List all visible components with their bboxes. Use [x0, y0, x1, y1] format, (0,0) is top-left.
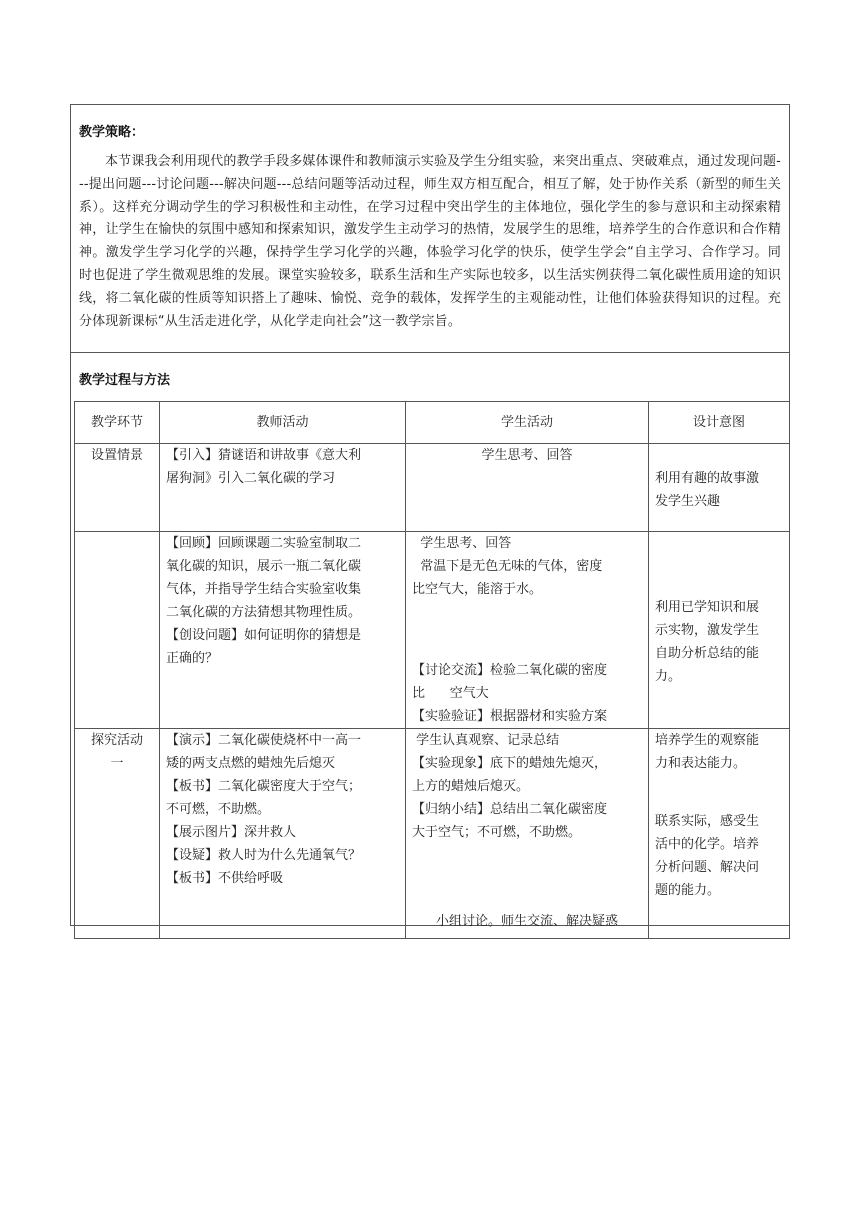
table-row	[75, 729, 790, 939]
strategy-line: 主动学习的热情，发展学生的思维，培养学生的合作意识和合作精神。激发学生学习化学的兴趣，保持学	[79, 222, 781, 261]
teacher-line: 【创设问题】如何证明你的猜想是	[166, 628, 362, 643]
stage-cell: 设置情景	[75, 444, 160, 532]
intent-line: 分析问题、解决问	[655, 860, 760, 875]
student-line: 【讨论交流】检验二氧化碳的密度	[412, 663, 608, 678]
intent-line: 力。	[655, 669, 682, 684]
design-intent-cell	[649, 444, 790, 532]
strategy-line: 过程。充分体现新课标“从生活走进化学，从化学走向社会”这一教学宗旨。	[79, 290, 782, 329]
strategy-heading: 教学策略：	[79, 125, 145, 140]
intent-line: 发学生兴趣	[655, 494, 721, 509]
strategy-line: 本节课我会利用现代的教学手段多媒体课件和教师演示实验及学生分组实验，来突出重点、突破难点，	[105, 154, 698, 169]
student-line: 【实验现象】底下的蜡烛先熄灭，	[412, 756, 608, 771]
student-activity-cell	[406, 532, 649, 729]
teaching-process-table	[74, 401, 790, 939]
header-teacher-activity: 教师活动	[160, 402, 406, 444]
teacher-line: 【回顾】回顾课题二实验室制取二	[166, 536, 362, 551]
process-heading: 教学过程与方法	[79, 373, 171, 388]
header-student-activity: 学生活动	[406, 402, 649, 444]
intent-line: 培养学生的观察能	[655, 733, 760, 748]
teacher-line: 【引入】猜谜语和讲故事《意大利	[166, 448, 362, 463]
student-line: 【实验验证】根据器材和实验方案	[412, 709, 608, 724]
design-intent-cell	[649, 532, 790, 729]
intent-line: 自助分析总结的能	[655, 646, 760, 661]
design-intent-cell	[649, 729, 790, 939]
student-line: 学生思考、回答	[481, 448, 573, 463]
intent-line: 题的能力。	[655, 883, 721, 898]
intent-line: 示实物，激发学生	[655, 623, 760, 638]
student-line: 常温下是无色无味的气体，密度	[412, 559, 603, 574]
teacher-line: 【演示】二氧化碳使烧杯中一高一	[166, 733, 362, 748]
stage-line: 探究活动	[90, 733, 143, 748]
student-activity-cell	[406, 444, 649, 532]
student-line: 学生认真观察、记录总结	[412, 733, 560, 748]
teacher-line: 【展示图片】深井救人	[166, 825, 297, 840]
student-line: 上方的蜡烛后熄灭。	[412, 779, 530, 794]
student-line: 学生思考、回答	[412, 536, 512, 551]
student-line: 比空气大，能溶于水。	[412, 582, 543, 597]
teacher-line: 矮的两支点燃的蜡烛先后熄灭	[166, 756, 336, 771]
teacher-line: 【板书】二氧化碳密度大于空气；	[166, 779, 362, 794]
stage-cell	[75, 532, 160, 729]
teacher-activity-cell	[160, 532, 406, 729]
header-design-intent: 设计意图	[649, 402, 790, 444]
teacher-line: 二氧化碳的方法猜想其物理性质。	[166, 605, 362, 620]
strategy-line: 通过发现问题---提出问题---讨论问题---解决问题---总结问题等活动过程，师生双方相互配合，相互了	[79, 154, 781, 192]
teacher-activity-cell	[160, 444, 406, 532]
student-line: 比 空气大	[412, 686, 489, 701]
intent-line: 活中的化学。培养	[655, 837, 760, 852]
student-line: 大于空气；不可燃，不助燃。	[412, 825, 582, 840]
teacher-line: 正确的？	[166, 651, 219, 666]
strategy-paragraph	[79, 151, 781, 333]
stage-cell	[75, 729, 160, 939]
intent-line: 联系实际，感受生	[655, 814, 760, 829]
table-row	[75, 444, 790, 532]
intent-line: 利用已学知识和展	[655, 600, 760, 615]
table-header-row	[75, 402, 790, 444]
teacher-line: 屠狗洞》引入二氧化碳的学习	[166, 471, 336, 486]
lesson-plan-frame	[70, 104, 790, 929]
student-line: 【归纳小结】总结出二氧化碳密度	[412, 802, 608, 817]
teacher-activity-cell	[160, 729, 406, 939]
student-line: 小组讨论。师生交流、解决疑惑	[435, 914, 618, 929]
intent-line: 力和表达能力。	[655, 756, 747, 771]
teacher-line: 【设疑】救人时为什么先通氧气？	[166, 848, 362, 863]
teacher-line: 不可燃，不助燃。	[166, 802, 271, 817]
strategy-line: 解，处于协作关系（新型的师生关系）。这样充分调动学生的学习积极性和主动性，在学习过程中突出学	[79, 176, 781, 215]
teacher-line: 【板书】不供给呼吸	[166, 871, 284, 886]
strategy-line: 生学习化学的兴趣，体验学习化学的快乐，使学生学会“自主学习、合作学习。同时也促进了学生微观思	[79, 245, 781, 283]
intent-line: 利用有趣的故事激	[655, 471, 760, 486]
strategy-line: 维的发展。课堂实验较多，联系生活和生产实际也较多，以生活实例获得二氧化碳性质用途的知识线，将	[79, 267, 781, 306]
teacher-line: 气体，并指导学生结合实验室收集	[166, 582, 362, 597]
strategy-line: 生的主体地位，强化学生的参与意识和主动探索精神，让学生在愉快的氛围中感知和探索知识，激发学生	[79, 199, 781, 238]
stage-line: 一	[110, 756, 124, 771]
strategy-line: 二氧化碳的性质等知识搭上了趣味、愉悦、竞争的载体，发挥学生的主观能动性，让他们体验获得知识的	[118, 290, 729, 306]
teaching-strategy-section	[71, 105, 789, 353]
student-activity-cell	[406, 729, 649, 939]
header-stage: 教学环节	[75, 402, 160, 444]
table-row	[75, 532, 790, 729]
teacher-line: 氧化碳的知识，展示一瓶二氧化碳	[166, 559, 362, 574]
